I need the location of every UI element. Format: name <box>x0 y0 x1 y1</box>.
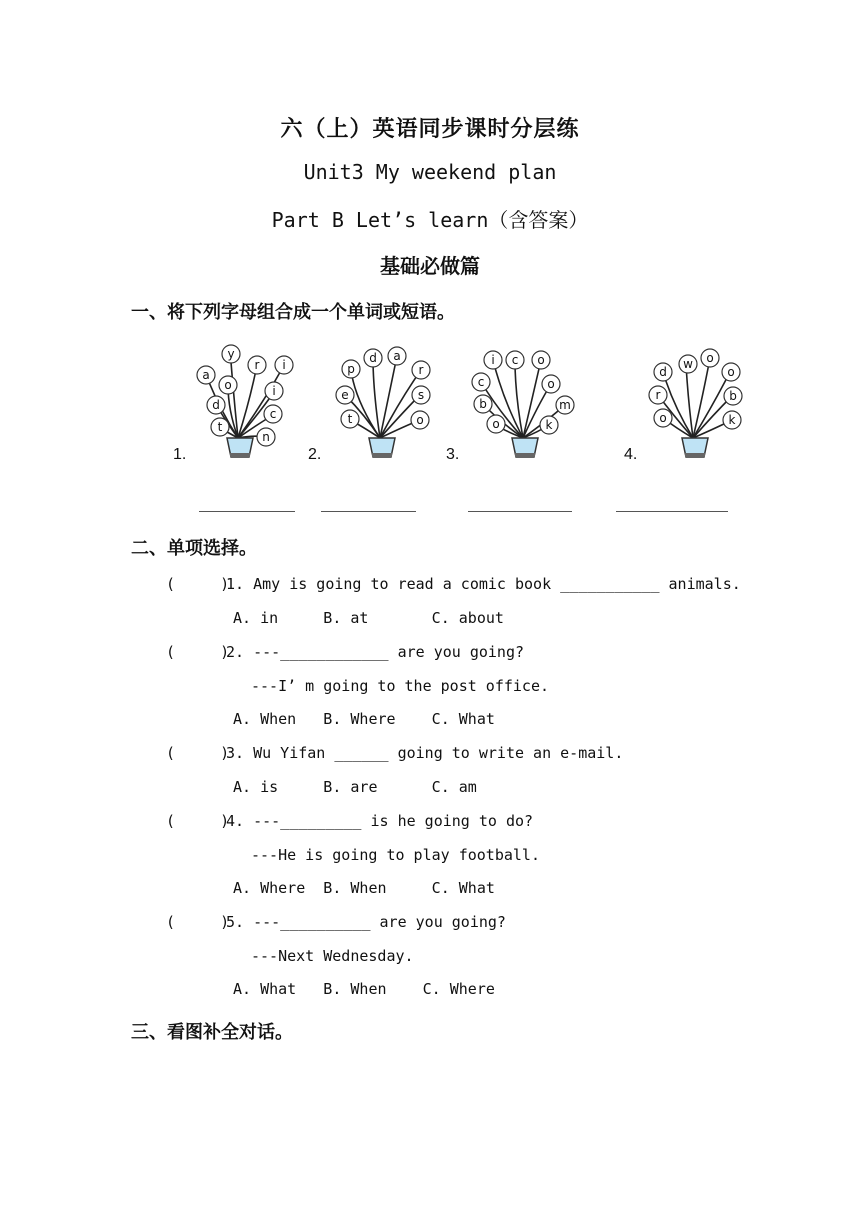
pot2-letter: o <box>416 413 424 427</box>
question-2-answer: ---I’ m going to the post office. <box>251 677 550 695</box>
letter-pot-3 <box>463 340 593 466</box>
pot4-letter: k <box>728 413 736 427</box>
pot3-letter: o <box>547 377 555 391</box>
letter-pot-1 <box>190 340 320 466</box>
pot1-letter: c <box>269 407 277 421</box>
pot2-letter: t <box>347 412 353 426</box>
answer-blank-1[interactable] <box>199 511 295 512</box>
answer-paren-3[interactable]: ( ) <box>166 744 230 762</box>
answer-paren-1[interactable]: ( ) <box>166 575 230 593</box>
pot-number-4: 4. <box>624 446 638 463</box>
pot2-letter: a <box>393 349 401 363</box>
pot2-letter: p <box>347 362 355 376</box>
pot4-letter: d <box>659 365 667 379</box>
pot3-letter: b <box>479 397 487 411</box>
pot-number-1: 1. <box>173 446 187 463</box>
question-5-options: A. What B. When C. Where <box>233 980 495 998</box>
pot4-letter: b <box>729 389 737 403</box>
question-4-options: A. Where B. When C. What <box>233 879 495 897</box>
question-1-stem: 1. Amy is going to read a comic book ___________ animals. <box>226 575 741 593</box>
answer-paren-5[interactable]: ( ) <box>166 913 230 931</box>
pot3-letter: o <box>537 353 545 367</box>
question-1-options: A. in B. at C. about <box>233 609 504 627</box>
answer-paren-4[interactable]: ( ) <box>166 812 230 830</box>
pot3-letter: i <box>491 353 495 367</box>
pot3-letter: c <box>477 375 485 389</box>
pot1-letter: a <box>202 368 210 382</box>
unit-title: Unit3 My weekend plan <box>303 160 557 184</box>
question-4-stem: 4. ---_________ is he going to do? <box>226 812 534 830</box>
section3-heading: 三、看图补全对话。 <box>131 1022 293 1043</box>
pot1-letter: n <box>262 430 270 444</box>
question-5-stem: 5. ---__________ are you going? <box>226 913 506 931</box>
part-title: Part B Let’s learn（含答案） <box>271 208 589 232</box>
pot3-letter: c <box>511 353 519 367</box>
pot1-letter: t <box>217 420 223 434</box>
question-3-stem: 3. Wu Yifan ______ going to write an e-mail. <box>226 744 624 762</box>
pot2-letter: r <box>418 363 424 377</box>
answer-paren-2[interactable]: ( ) <box>166 643 230 661</box>
question-2-options: A. When B. Where C. What <box>233 710 495 728</box>
letter-pot-2 <box>325 340 455 466</box>
pot4-letter: o <box>706 351 714 365</box>
pot4-letter: o <box>659 411 667 425</box>
page-title: 六（上）英语同步课时分层练 <box>280 117 580 142</box>
pot-number-2: 2. <box>308 446 322 463</box>
pot4-letter: r <box>655 388 661 402</box>
pot3-letter: m <box>559 398 571 412</box>
pot1-letter: o <box>224 378 232 392</box>
question-5-answer: ---Next Wednesday. <box>251 947 414 965</box>
answer-blank-2[interactable] <box>321 511 416 512</box>
pot2-letter: d <box>369 351 377 365</box>
pot1-letter: i <box>282 358 286 372</box>
section1-heading: 一、将下列字母组合成一个单词或短语。 <box>131 302 455 323</box>
answer-blank-3[interactable] <box>468 511 572 512</box>
question-4-answer: ---He is going to play football. <box>251 846 540 864</box>
answer-blank-4[interactable] <box>616 511 728 512</box>
level-title: 基础必做篇 <box>380 254 480 278</box>
pot1-letter: y <box>227 347 235 361</box>
question-3-options: A. is B. are C. am <box>233 778 477 796</box>
pot3-letter: k <box>545 418 553 432</box>
question-2-stem: 2. ---____________ are you going? <box>226 643 525 661</box>
pot3-letter: o <box>492 417 500 431</box>
pot-number-3: 3. <box>446 446 460 463</box>
letter-pot-4 <box>628 340 758 466</box>
pot2-letter: s <box>417 388 425 402</box>
pot4-letter: w <box>683 357 693 371</box>
pot1-letter: r <box>254 358 260 372</box>
pot1-letter: d <box>212 398 220 412</box>
pot4-letter: o <box>727 365 735 379</box>
pot2-letter: e <box>341 388 349 402</box>
pot1-letter: i <box>272 384 276 398</box>
section2-heading: 二、单项选择。 <box>131 538 257 559</box>
